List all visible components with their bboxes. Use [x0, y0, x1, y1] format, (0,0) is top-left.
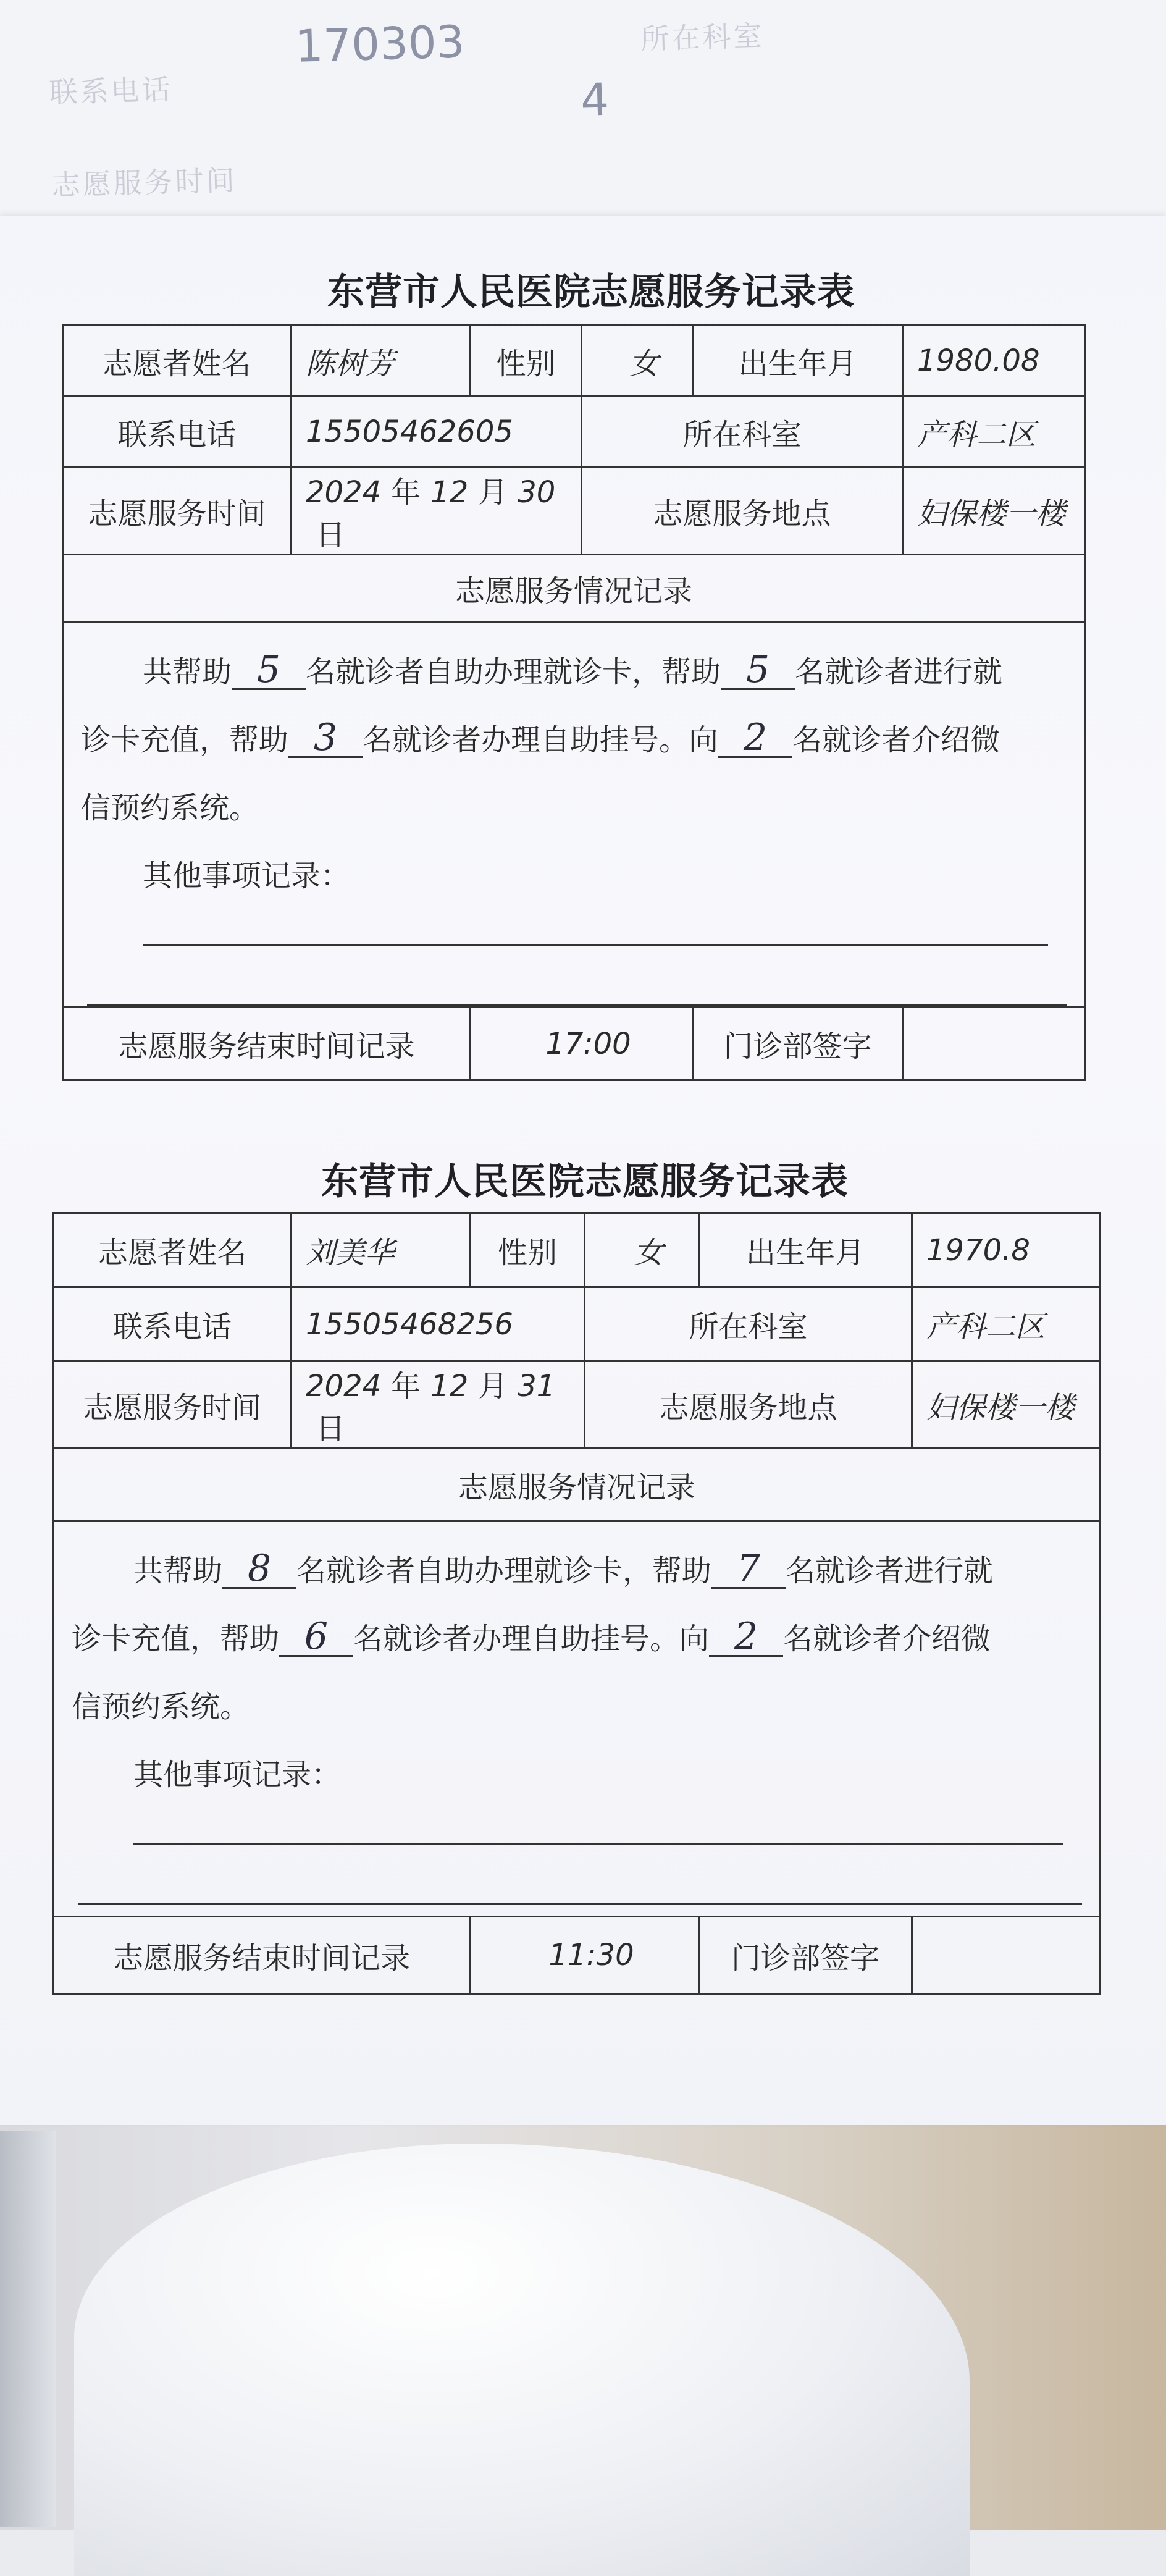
- count-wechat: 2: [709, 1618, 783, 1657]
- birth-value: 1970.8: [912, 1213, 1101, 1287]
- name-label: 志愿者姓名: [63, 326, 292, 397]
- ghost-text: 所在科室: [640, 19, 765, 56]
- service-record-body: [63, 623, 1085, 1008]
- end-time-label: 志愿服务结束时间记录: [54, 1917, 471, 1994]
- record-line-1: [72, 1537, 1082, 1605]
- ghost-text: 志愿服务时间: [51, 163, 238, 202]
- record-text: 名就诊者进行就: [795, 655, 1003, 689]
- birth-label: 出生年月: [693, 326, 903, 397]
- record-line-3: 信预约系统。: [72, 1690, 250, 1724]
- record-text: 名就诊者进行就: [786, 1554, 994, 1588]
- ghost-text: 联系电话: [48, 72, 174, 110]
- day-value: 30: [518, 475, 556, 510]
- form-title: 东营市人民医院志愿服务记录表: [321, 1160, 849, 1203]
- count-register: 3: [288, 719, 363, 758]
- service-place-label: 志愿服务地点: [582, 468, 903, 555]
- record-line-1: [81, 638, 1067, 706]
- count-register: 6: [279, 1618, 353, 1657]
- service-date-value: [292, 468, 582, 555]
- service-time-label: 志愿服务时间: [54, 1362, 292, 1449]
- sign-value: [903, 1008, 1085, 1080]
- count-wechat: 2: [718, 719, 792, 758]
- record-text: 诊卡充值，帮助: [72, 1622, 280, 1656]
- other-notes-line: [133, 1843, 1063, 1845]
- end-time-label: 志愿服务结束时间记录: [63, 1008, 471, 1080]
- ghost-handwriting: 170303: [294, 15, 466, 72]
- phone-value: 15505468256: [292, 1287, 585, 1362]
- chair-frame: [0, 2131, 56, 2527]
- month-value: 12: [430, 1369, 469, 1404]
- record-table: [62, 324, 1086, 1081]
- record-line-2: [81, 706, 1067, 774]
- gender-label: 性别: [471, 326, 582, 397]
- name-value: 刘美华: [292, 1213, 471, 1287]
- record-text: 名就诊者办理自助挂号。向: [353, 1622, 710, 1656]
- count-recharge: 5: [721, 651, 795, 690]
- gender-value: 女: [582, 326, 693, 397]
- year-value: 2024: [306, 475, 382, 510]
- other-notes-line: [143, 944, 1048, 946]
- record-line-3: 信预约系统。: [81, 791, 259, 825]
- year-unit: 年: [391, 475, 421, 510]
- day-value: 31: [518, 1369, 556, 1404]
- other-notes-line: [78, 1903, 1082, 1905]
- dept-value: 产科二区: [912, 1287, 1101, 1362]
- sign-label: 门诊部签字: [699, 1917, 912, 1994]
- record-line-2: [72, 1605, 1082, 1673]
- month-unit: 月: [478, 475, 508, 510]
- other-notes-line: [87, 1004, 1067, 1006]
- count-recharge: 7: [711, 1550, 786, 1589]
- end-time-value: 11:30: [471, 1917, 699, 1994]
- record-text: 名就诊者自助办理就诊卡，帮助: [306, 655, 721, 689]
- record-text: 诊卡充值，帮助: [81, 723, 289, 757]
- phone-value: 15505462605: [292, 397, 582, 468]
- day-unit: 日: [316, 518, 346, 552]
- name-value: 陈树芳: [292, 326, 471, 397]
- birth-value: 1980.08: [903, 326, 1085, 397]
- year-value: 2024: [306, 1369, 382, 1404]
- gender-value: 女: [585, 1213, 699, 1287]
- other-notes-label: 其他事项记录：: [133, 1757, 342, 1792]
- year-unit: 年: [391, 1369, 421, 1404]
- month-unit: 月: [478, 1369, 508, 1404]
- record-text: 名就诊者办理自助挂号。向: [363, 723, 719, 757]
- service-place-value: 妇保楼一楼: [903, 468, 1085, 555]
- dept-label: 所在科室: [582, 397, 903, 468]
- dept-label: 所在科室: [585, 1287, 912, 1362]
- record-text: 名就诊者介绍微: [783, 1622, 991, 1656]
- record-text: 名就诊者自助办理就诊卡，帮助: [296, 1554, 712, 1588]
- birth-label: 出生年月: [699, 1213, 912, 1287]
- record-text: 共帮助: [143, 655, 232, 689]
- name-label: 志愿者姓名: [54, 1213, 292, 1287]
- section-heading: 志愿服务情况记录: [63, 555, 1085, 623]
- record-text: 名就诊者介绍微: [792, 723, 1000, 757]
- sign-value: [912, 1917, 1101, 1994]
- dept-value: 产科二区: [903, 397, 1085, 468]
- day-unit: 日: [316, 1412, 346, 1446]
- form-title: 东营市人民医院志愿服务记录表: [327, 271, 855, 314]
- section-heading: 志愿服务情况记录: [54, 1449, 1101, 1522]
- count-card: 8: [222, 1550, 296, 1589]
- phone-label: 联系电话: [54, 1287, 292, 1362]
- service-date-value: [292, 1362, 585, 1449]
- sign-label: 门诊部签字: [693, 1008, 903, 1080]
- gender-label: 性别: [471, 1213, 585, 1287]
- count-card: 5: [232, 651, 306, 690]
- other-notes-label: 其他事项记录：: [143, 859, 351, 893]
- service-record-body: [54, 1522, 1101, 1917]
- service-time-label: 志愿服务时间: [63, 468, 292, 555]
- service-place-value: 妇保楼一楼: [912, 1362, 1101, 1449]
- month-value: 12: [430, 475, 469, 510]
- record-table: [52, 1212, 1101, 1995]
- end-time-value: 17:00: [471, 1008, 693, 1080]
- phone-label: 联系电话: [63, 397, 292, 468]
- service-place-label: 志愿服务地点: [585, 1362, 912, 1449]
- ghost-handwriting: 4: [580, 73, 610, 126]
- record-text: 共帮助: [133, 1554, 223, 1588]
